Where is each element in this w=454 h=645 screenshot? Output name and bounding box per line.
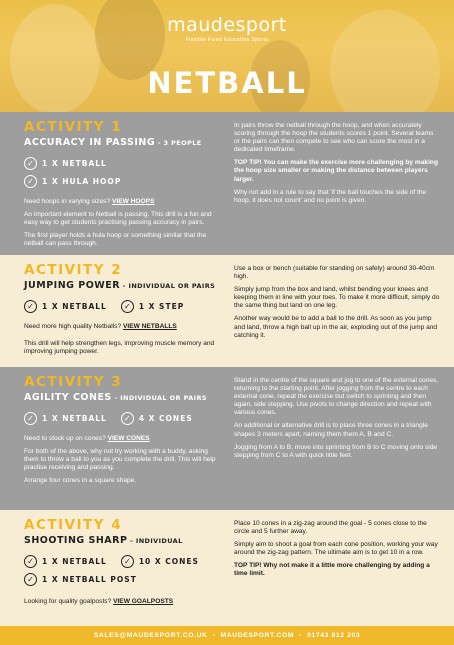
activity-description: This drill will help strengthen legs, improving muscle memory and improving jumping power. bbox=[24, 340, 215, 356]
activity-subtitle bbox=[24, 535, 216, 547]
activity-instructions: Use a box or bench (suitable for standing on safely) around 30-40cm high. bbox=[234, 265, 435, 281]
activity-instructions: In pairs throw the netball through the hoop, and when accurately scoring through the hoop the students scores 1 point. Several teams or the pairs can then compete to see who can score the most in a dedicated timeframe. bbox=[234, 122, 434, 154]
activity-section-4 bbox=[0, 510, 454, 626]
activity-instructions: Simply jump from the box and land, whilst bending your knees and keeping them in line with your toes. To make it more difficult, simply do the same thing but land on one leg. bbox=[234, 286, 440, 310]
equipment-label: 1 X NETBALL bbox=[42, 414, 107, 423]
activity-instructions: Jogging from A to B, move into sprinting from B to C moving onto side stepping from C to A with quick little feet. bbox=[234, 443, 438, 459]
check-circle-icon: ✓ bbox=[121, 412, 134, 425]
activity-subtitle-note: - INDIVIDUAL bbox=[127, 537, 183, 545]
activity-title: ACTIVITY 4 bbox=[24, 517, 123, 533]
activity-left-column bbox=[0, 367, 226, 510]
activity-section-3 bbox=[0, 367, 454, 510]
activity-left-column bbox=[0, 255, 226, 367]
need-more-label: Looking for quality goalposts? bbox=[24, 598, 114, 605]
footer-website-link[interactable]: MAUDESPORT.COM bbox=[220, 632, 295, 639]
activity-subtitle-text: ACCURACY IN PASSING bbox=[24, 137, 156, 148]
equipment-label: 1 X NETBALL bbox=[42, 557, 107, 566]
equipment-item bbox=[24, 412, 107, 425]
check-circle-icon: ✓ bbox=[24, 157, 37, 170]
equipment-item bbox=[121, 555, 199, 568]
equipment-item bbox=[24, 555, 107, 568]
activity-title: ACTIVITY 2 bbox=[24, 262, 123, 278]
need-more-text bbox=[24, 198, 216, 206]
check-circle-icon: ✓ bbox=[24, 573, 37, 586]
activity-left-column bbox=[0, 510, 226, 626]
brand-logo-text: maudesport bbox=[167, 14, 287, 36]
equipment-item bbox=[24, 300, 107, 313]
contact-footer bbox=[0, 626, 454, 645]
equipment-label: 4 X CONES bbox=[138, 414, 193, 423]
equipment-label: 1 X NETBALL bbox=[42, 302, 107, 311]
check-circle-icon: ✓ bbox=[121, 555, 134, 568]
activity-right-column bbox=[226, 112, 454, 274]
brand-logo bbox=[0, 14, 454, 43]
check-circle-icon: ✓ bbox=[121, 300, 134, 313]
check-circle-icon: ✓ bbox=[24, 300, 37, 313]
activity-instructions: Stand in the centre of the square and jog to one of the external cones, returning to the starting point. After jogging from the centre to each external cone, repeat the exercise but switch to sprinting and then again, side stepping. Use pivots to change direction and repeat with various cones. bbox=[234, 377, 439, 417]
activity-right-column bbox=[226, 510, 454, 626]
equipment-label: 1 X NETBALL bbox=[42, 159, 107, 168]
activity-subtitle bbox=[24, 137, 216, 149]
view-hoops-link[interactable]: VIEW HOOPS bbox=[111, 198, 155, 205]
equipment-list bbox=[24, 555, 216, 591]
activity-instructions: Simply aim to shoot a goal from each cone position, working your way around the zig-zag pattern. The ultimate aim is to get 10 in a row. bbox=[234, 541, 438, 557]
page-title: NETBALL bbox=[147, 66, 307, 100]
equipment-list bbox=[24, 412, 216, 430]
equipment-label: 10 X CONES bbox=[138, 557, 199, 566]
activity-subtitle bbox=[24, 392, 216, 404]
activity-section-1 bbox=[0, 112, 454, 274]
activity-section-2 bbox=[0, 255, 454, 367]
activity-title: ACTIVITY 1 bbox=[24, 119, 123, 135]
activity-subtitle-text: AGILITY CONES bbox=[24, 392, 112, 403]
check-circle-icon: ✓ bbox=[24, 175, 37, 188]
need-more-label: Need hoops in varying sizes? bbox=[24, 198, 112, 205]
activity-left-column bbox=[0, 112, 226, 274]
activity-instructions: Place 10 cones in a zig-zag around the goal - 5 cones close to the circle and 5 further away. bbox=[234, 520, 427, 536]
equipment-list bbox=[24, 157, 216, 193]
need-more-text bbox=[24, 598, 216, 606]
brand-tagline: Flexible Fixed Education Sports bbox=[185, 37, 269, 43]
equipment-label: 1 X HULA HOOP bbox=[42, 177, 122, 186]
need-more-label: Need more high quality Netballs? bbox=[24, 323, 123, 330]
footer-separator: - bbox=[299, 632, 303, 639]
view-goalposts-link[interactable]: VIEW GOALPOSTS bbox=[113, 598, 174, 605]
activity-instructions: An additional or alternative drill is to place three cones in a triangle shapes 3 meters apart, naming them them A, B and C. bbox=[234, 422, 428, 438]
hero-banner bbox=[0, 0, 454, 112]
activity-subtitle-text: JUMPING POWER bbox=[24, 280, 121, 291]
activity-subtitle-note: - INDIVIDUAL OR PAIRS bbox=[111, 394, 207, 402]
activity-description: The first player holds a hula hoop or something similar that the netball can pass through. bbox=[24, 232, 207, 248]
activity-right-column bbox=[226, 367, 454, 510]
activity-right-column bbox=[226, 255, 454, 367]
activity-subtitle-note: - 3 PEOPLE bbox=[155, 139, 202, 147]
need-more-label: Need to stock up on cones? bbox=[24, 435, 108, 442]
activity-description: For both of the above, why not try working with a buddy, asking them to throw a ball to you as you complete the drill. This will help practise receiving and passing. bbox=[24, 448, 216, 472]
activity-subtitle-note: - INDIVIDUAL OR PAIRS bbox=[120, 282, 216, 290]
equipment-label: 1 X STEP bbox=[138, 302, 185, 311]
check-circle-icon: ✓ bbox=[24, 555, 37, 568]
activity-subtitle-text: SHOOTING SHARP bbox=[24, 535, 128, 546]
view-cones-link[interactable]: VIEW CONES bbox=[107, 435, 150, 442]
equipment-item bbox=[121, 300, 184, 313]
top-tip: TOP TIP! You can make the exercise more challenging by making the hoop size smaller or making the distance between players larger. bbox=[234, 159, 438, 183]
activity-title: ACTIVITY 3 bbox=[24, 374, 123, 390]
equipment-item bbox=[24, 157, 107, 170]
equipment-list bbox=[24, 300, 216, 318]
activity-instructions: Another way would be to add a ball to the drill. As soon as you jump and land, throw a high ball up in the air, exploding out of the jump and catching it. bbox=[234, 315, 438, 339]
activity-description: An important element to Netball is passing. This drill is a fun and easy way to get students practising passing accuracy in pairs. bbox=[24, 211, 212, 227]
equipment-item bbox=[24, 175, 121, 188]
activity-subtitle bbox=[24, 280, 216, 292]
check-circle-icon: ✓ bbox=[24, 412, 37, 425]
activity-instructions: Why not add in a rule to say that 'if the ball touches the side of the hoop, it does not count' and no point is given. bbox=[234, 188, 427, 204]
footer-phone: 01743 812 203 bbox=[307, 632, 361, 639]
equipment-item bbox=[121, 412, 193, 425]
view-netballs-link[interactable]: VIEW NETBALLS bbox=[122, 323, 177, 330]
equipment-item bbox=[24, 573, 137, 586]
need-more-text bbox=[24, 323, 216, 331]
equipment-label: 1 X NETBALL POST bbox=[42, 575, 137, 584]
need-more-text bbox=[24, 435, 216, 443]
top-tip: TOP TIP! Why not make it a little more challenging by adding a time limit. bbox=[234, 562, 430, 578]
activity-description: Arrange four cones in a square shape. bbox=[24, 477, 137, 485]
footer-email-link[interactable]: SALES@MAUDESPORT.CO.UK bbox=[93, 632, 208, 639]
footer-separator: - bbox=[212, 632, 216, 639]
